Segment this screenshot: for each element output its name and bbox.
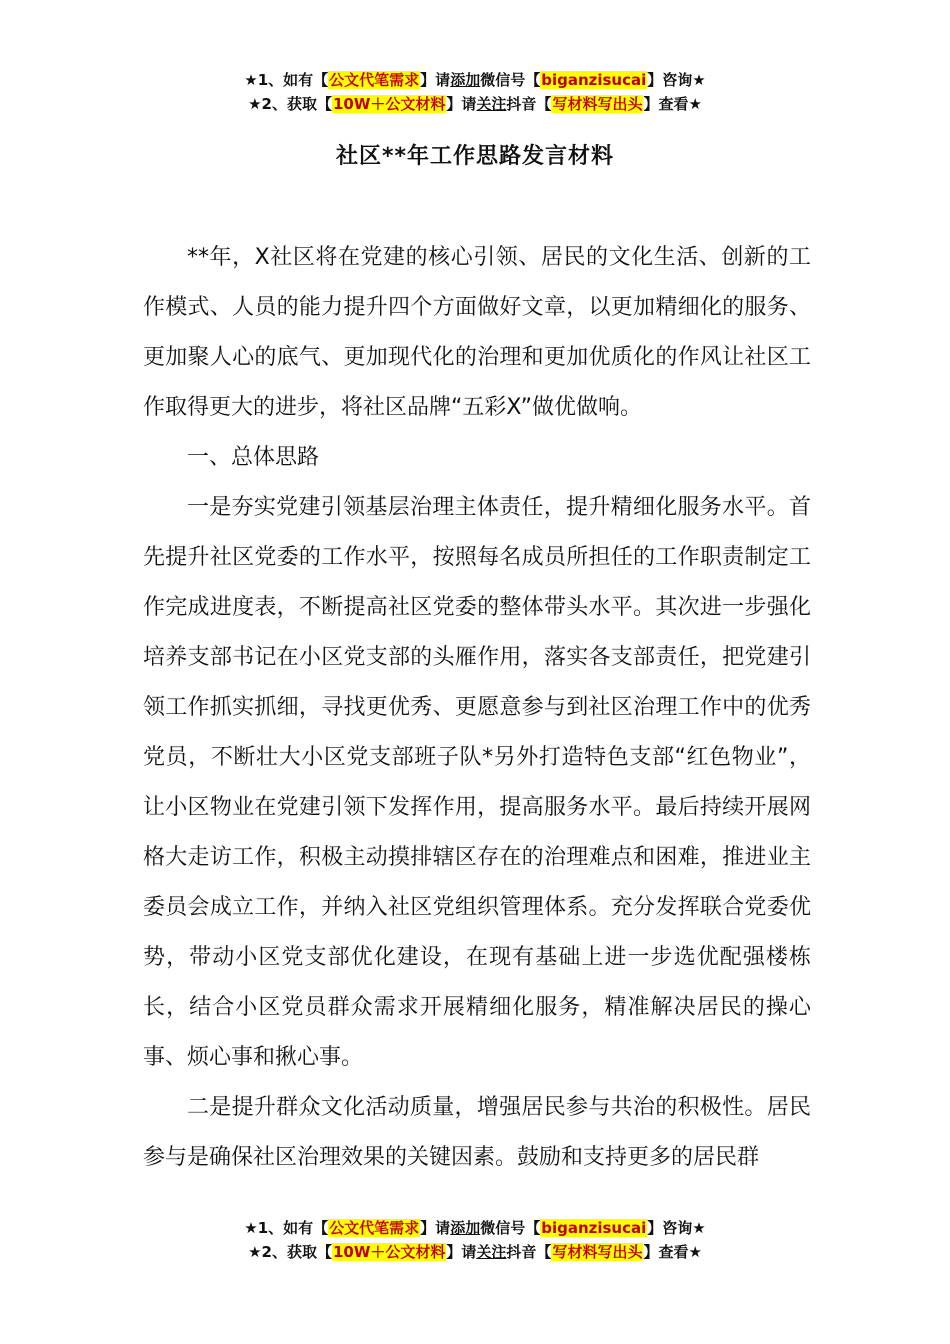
document-body <box>143 233 811 1183</box>
promo-text: ★2、获取【 <box>248 95 332 113</box>
promo-highlight-douyin-id: 写材料写出头 <box>552 95 643 113</box>
promo-line-2 <box>0 1240 950 1264</box>
promo-highlight: 10W＋公文材料 <box>332 1243 446 1261</box>
promo-text: 】查看★ <box>643 1243 702 1261</box>
promo-line-1 <box>0 68 950 92</box>
promo-line-1 <box>0 1216 950 1240</box>
promo-underlined-text: 关注 <box>476 1243 507 1261</box>
promo-banner-bottom <box>0 1216 950 1264</box>
promo-highlight-wechat-id: biganzisucai <box>541 1219 647 1237</box>
promo-text: 】查看★ <box>643 95 702 113</box>
promo-text: 抖音【 <box>506 95 552 113</box>
promo-highlight: 公文代笔需求 <box>329 1219 420 1237</box>
promo-line-2 <box>0 92 950 116</box>
promo-highlight: 公文代笔需求 <box>329 71 420 89</box>
promo-text: ★1、如有【 <box>244 1219 329 1237</box>
promo-underlined-text: 添加 <box>450 1219 481 1237</box>
promo-text: 】请 <box>420 71 451 89</box>
promo-underlined-text: 添加 <box>450 71 481 89</box>
promo-highlight: 10W＋公文材料 <box>332 95 446 113</box>
section-heading: 一、总体思路 <box>187 445 320 470</box>
paragraph-point-2: 二是提升群众文化活动质量，增强居民参与共治的积极性。居民参与是确保社区治理效果的关键因素。鼓励和支持更多的居民群 <box>143 1095 811 1170</box>
promo-text: 】咨询★ <box>647 1219 706 1237</box>
promo-text: 】请 <box>420 1219 451 1237</box>
promo-text: ★2、获取【 <box>248 1243 332 1261</box>
promo-text: 微信号【 <box>480 71 541 89</box>
promo-text: 抖音【 <box>506 1243 552 1261</box>
promo-highlight-wechat-id: biganzisucai <box>541 71 647 89</box>
promo-underlined-text: 关注 <box>476 95 507 113</box>
promo-text: 微信号【 <box>480 1219 541 1237</box>
promo-text: 】请 <box>446 1243 477 1261</box>
promo-text: ★1、如有【 <box>244 71 329 89</box>
promo-text: 】请 <box>446 95 477 113</box>
paragraph-point-1: 一是夯实党建引领基层治理主体责任，提升精细化服务水平。首先提升社区党委的工作水平，按照每名成员所担任的工作职责制定工作完成进度表，不断提高社区党委的整体带头水平。其次进一步强化培养支部书记在小区党支部的头雁作用，落实各支部责任，把党建引领工作抓实抓细，寻找更优秀、更愿意参与到社区治理工作中的优秀党员，不断壮大小区党支部班子队*另外打造特色支部“红色物业”，让小区物业在党建引领下发挥作用，提高服务水平。最后持续开展网格大走访工作，积极主动摸排辖区存在的治理难点和困难，推进业主委员会成立工作，并纳入社区党组织管理体系。充分发挥联合党委优势，带动小区党支部优化建设，在现有基础上进一步选优配强楼栋长，结合小区党员群众需求开展精细化服务，精准解决居民的操心事、烦心事和揪心事。 <box>143 495 811 1070</box>
promo-banner-top <box>0 68 950 116</box>
document-title: 社区**年工作思路发言材料 <box>335 144 614 169</box>
paragraph-intro: **年，X社区将在党建的核心引领、居民的文化生活、创新的工作模式、人员的能力提升四个方面做好文章，以更加精细化的服务、更加聚人心的底气、更加现代化的治理和更加优质化的作风让社区工作取得更大的进步，将社区品牌“五彩X”做优做响。 <box>143 245 811 420</box>
promo-text: 】咨询★ <box>647 71 706 89</box>
promo-highlight-douyin-id: 写材料写出头 <box>552 1243 643 1261</box>
